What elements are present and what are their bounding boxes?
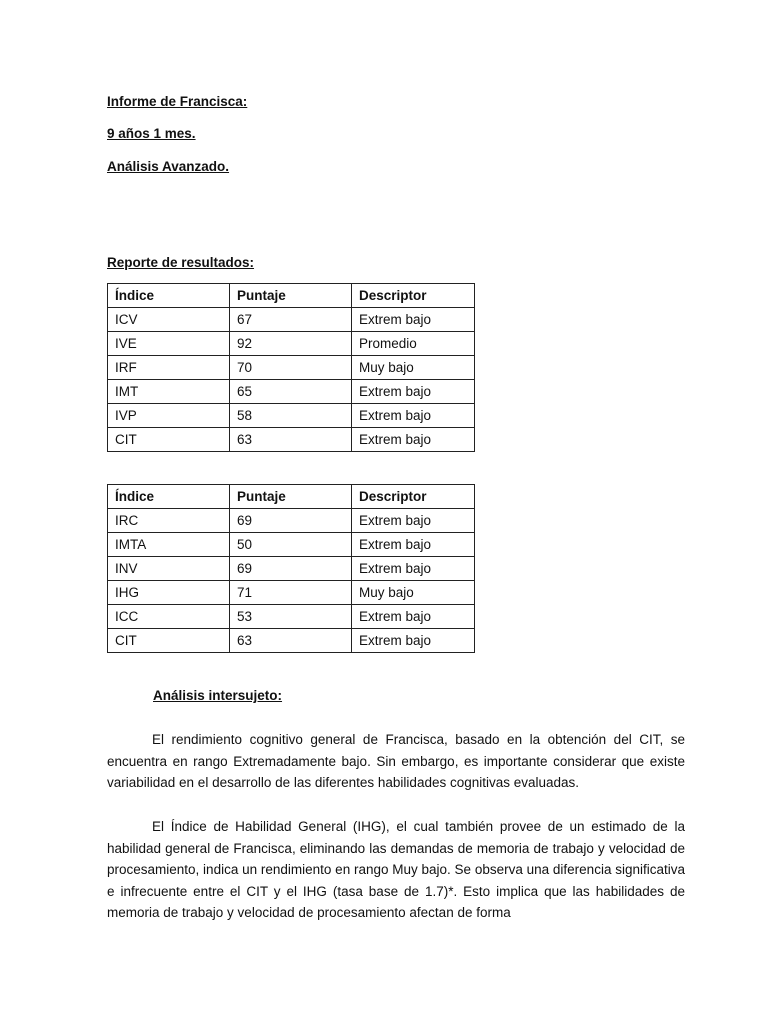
score-cell: 70 xyxy=(230,356,352,380)
index-cell: IMT xyxy=(108,380,230,404)
descriptor-cell: Extrem bajo xyxy=(352,509,475,533)
score-cell: 92 xyxy=(230,332,352,356)
index-cell: IRF xyxy=(108,356,230,380)
descriptor-cell: Extrem bajo xyxy=(352,428,475,452)
score-cell: 63 xyxy=(230,428,352,452)
column-header-score: Puntaje xyxy=(230,485,352,509)
column-header-descriptor: Descriptor xyxy=(352,284,475,308)
descriptor-cell: Extrem bajo xyxy=(352,404,475,428)
column-header-index: Índice xyxy=(108,485,230,509)
score-cell: 69 xyxy=(230,557,352,581)
table-row xyxy=(108,581,475,605)
table-header-row xyxy=(108,284,475,308)
primary-index-table xyxy=(107,283,475,452)
score-cell: 69 xyxy=(230,509,352,533)
table-row xyxy=(108,428,475,452)
table-row xyxy=(108,332,475,356)
table-row xyxy=(108,533,475,557)
column-header-descriptor: Descriptor xyxy=(352,485,475,509)
index-cell: ICC xyxy=(108,605,230,629)
table-row xyxy=(108,404,475,428)
index-cell: IVP xyxy=(108,404,230,428)
table-row xyxy=(108,308,475,332)
index-cell: INV xyxy=(108,557,230,581)
report-title: Informe de Francisca: xyxy=(107,94,248,109)
table-row xyxy=(108,557,475,581)
table-row xyxy=(108,605,475,629)
descriptor-cell: Extrem bajo xyxy=(352,533,475,557)
descriptor-cell: Promedio xyxy=(352,332,475,356)
column-header-index: Índice xyxy=(108,284,230,308)
table-row xyxy=(108,629,475,653)
table-row xyxy=(108,509,475,533)
table-row xyxy=(108,380,475,404)
score-cell: 63 xyxy=(230,629,352,653)
column-header-score: Puntaje xyxy=(230,284,352,308)
score-cell: 53 xyxy=(230,605,352,629)
descriptor-cell: Extrem bajo xyxy=(352,557,475,581)
index-cell: IRC xyxy=(108,509,230,533)
analysis-type: Análisis Avanzado. xyxy=(107,159,230,174)
index-cell: ICV xyxy=(108,308,230,332)
index-cell: IMTA xyxy=(108,533,230,557)
score-cell: 65 xyxy=(230,380,352,404)
descriptor-cell: Extrem bajo xyxy=(352,380,475,404)
score-cell: 50 xyxy=(230,533,352,557)
analysis-paragraph: El rendimiento cognitivo general de Francisca, basado en la obtención del CIT, se encuentra en rango Extremadamente bajo. Sin embargo, es importante considerar que existe variabilidad en el desarrollo de las diferentes habilidades cognitivas evaluadas. xyxy=(107,732,685,791)
score-cell: 71 xyxy=(230,581,352,605)
index-cell: CIT xyxy=(108,629,230,653)
descriptor-cell: Extrem bajo xyxy=(352,605,475,629)
score-cell: 67 xyxy=(230,308,352,332)
index-cell: IHG xyxy=(108,581,230,605)
patient-age: 9 años 1 mes. xyxy=(107,126,196,141)
results-title: Reporte de resultados: xyxy=(107,255,255,270)
descriptor-cell: Muy bajo xyxy=(352,581,475,605)
index-cell: CIT xyxy=(108,428,230,452)
table-header-row xyxy=(108,485,475,509)
analysis-paragraph: El Índice de Habilidad General (IHG), el cual también provee de un estimado de la habilidad general de Francisca, eliminando las demandas de memoria de trabajo y velocidad de procesamiento, indica un rendimiento en rango Muy bajo. Se observa una diferencia significativa e infrecuente entre el CIT y el IHG (tasa base de 1.7)*. Esto implica que las habilidades de memoria de trabajo y velocidad de procesamiento afectan de forma xyxy=(107,819,685,921)
descriptor-cell: Extrem bajo xyxy=(352,629,475,653)
analysis-section-title: Análisis intersujeto: xyxy=(153,688,283,703)
descriptor-cell: Extrem bajo xyxy=(352,308,475,332)
index-cell: IVE xyxy=(108,332,230,356)
descriptor-cell: Muy bajo xyxy=(352,356,475,380)
secondary-index-table xyxy=(107,484,475,653)
document-page xyxy=(107,0,685,1024)
table-row xyxy=(108,356,475,380)
score-cell: 58 xyxy=(230,404,352,428)
